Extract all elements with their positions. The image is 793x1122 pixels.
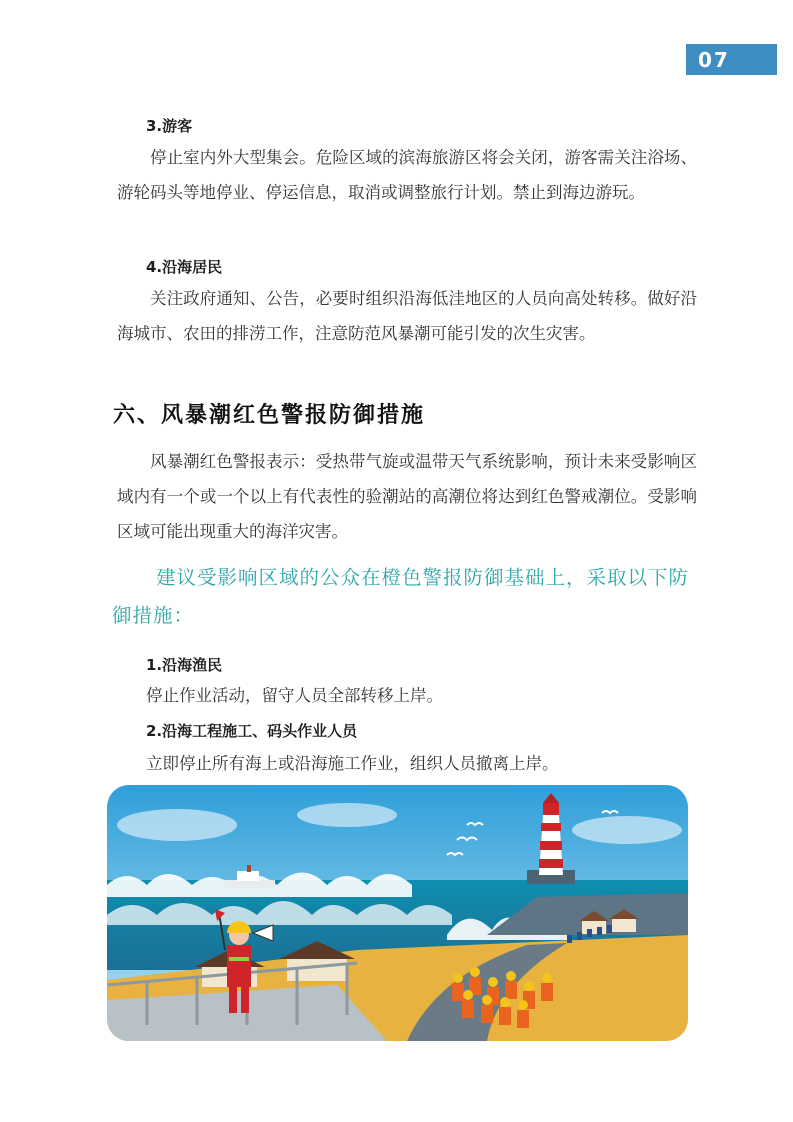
advice-heading: 建议受影响区域的公众在橙色警报防御基础上，采取以下防御措施： [112, 566, 690, 627]
residents-text: 关注政府通知、公告，必要时组织沿海低洼地区的人员向高处转移。做好沿海城市、农田的排涝工作，注意防范风暴潮可能引发的次生灾害。 [117, 289, 697, 343]
tourists-heading: 3.游客 [146, 117, 193, 135]
page-number-badge: 07 [686, 44, 777, 75]
tourists-text: 停止室内外大型集会。危险区域的滨海旅游区将会关闭，游客需关注浴场、游轮码头等地停业、停运信息，取消或调整旅行计划。禁止到海边游玩。 [117, 148, 697, 202]
section-title: 六、风暴潮红色警报防御措施 [113, 403, 426, 428]
red-warning-definition: 风暴潮红色警报表示：受热带气旋或温带天气系统影响，预计未来受影响区域内有一个或一个以上有代表性的验潮站的高潮位将达到红色警戒潮位。受影响区域可能出现重大的海洋灾害。 [117, 452, 697, 541]
storm-surge-illustration [107, 785, 688, 1041]
residents-heading: 4.沿海居民 [146, 258, 223, 276]
construction-heading: 2.沿海工程施工、码头作业人员 [146, 722, 358, 740]
construction-text: 立即停止所有海上或沿海施工作业，组织人员撤离上岸。 [146, 754, 559, 773]
fishermen-text: 停止作业活动，留守人员全部转移上岸。 [146, 686, 443, 705]
fishermen-heading: 1.沿海渔民 [146, 656, 223, 674]
storm-surge-scene [107, 785, 688, 1041]
